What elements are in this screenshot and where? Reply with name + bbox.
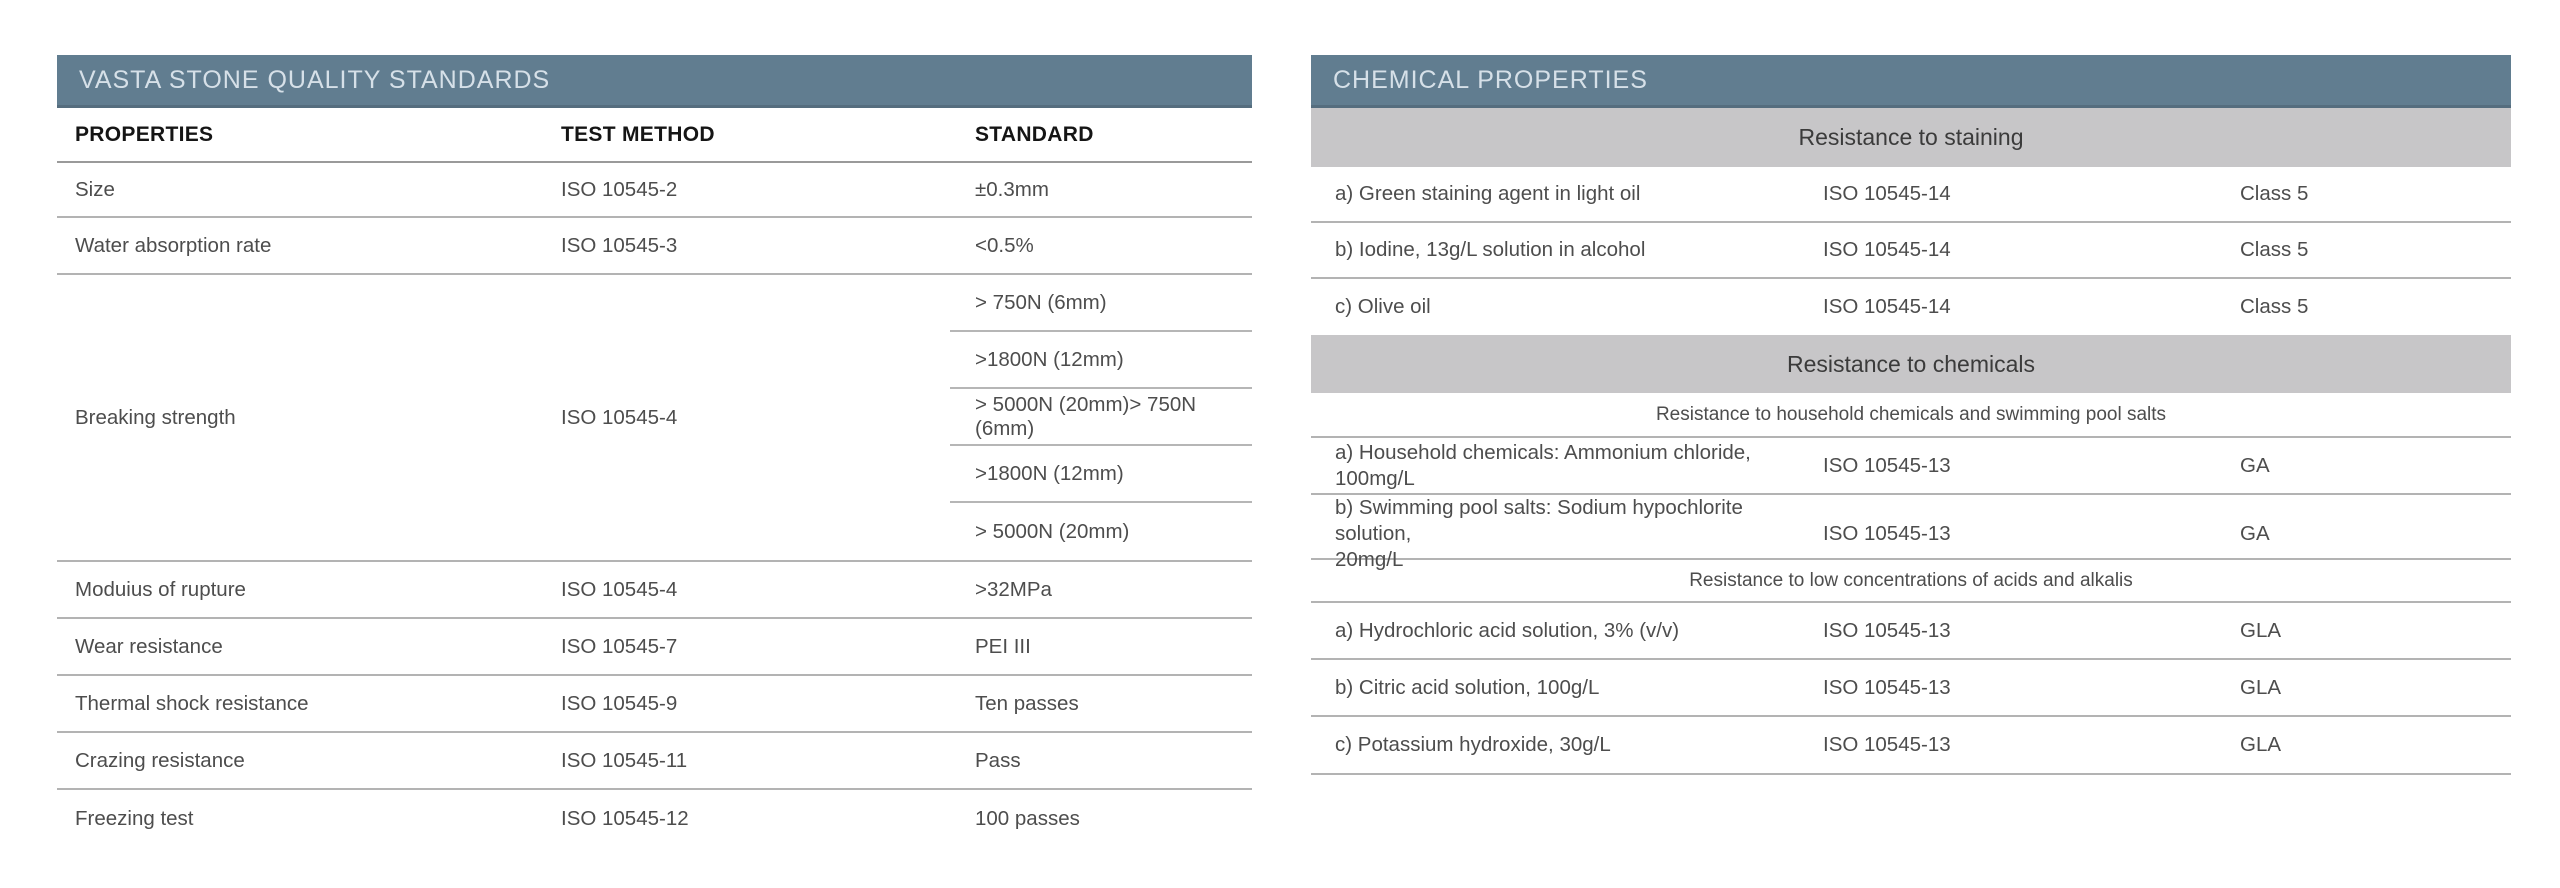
standard-value: >1800N (12mm) (950, 446, 1252, 503)
test-method: ISO 10545-3 (561, 233, 678, 257)
column-header-test-method: TEST METHOD (561, 122, 715, 146)
section-band-chemicals: Resistance to chemicals (1311, 335, 2511, 393)
test-method: ISO 10545-13 (1823, 675, 1951, 699)
test-method: ISO 10545-7 (561, 634, 678, 658)
chemical-label: b) Citric acid solution, 100g/L (1335, 675, 1600, 699)
quality-column-header-row (57, 108, 1252, 163)
subsection-note-acids: Resistance to low concentrations of acids and alkalis (1311, 560, 2511, 603)
section-band-staining: Resistance to staining (1311, 108, 2511, 167)
chemical-properties-title: CHEMICAL PROPERTIES (1333, 65, 1648, 94)
result-value: Class 5 (2240, 295, 2309, 318)
standard-value: 100 passes (975, 806, 1080, 830)
test-method: ISO 10545-13 (1823, 522, 1951, 545)
result-value: GA (2240, 453, 2270, 477)
test-method: ISO 10545-14 (1823, 182, 1951, 205)
table-row (57, 676, 1252, 733)
table-row (1311, 495, 2511, 571)
test-method: ISO 10545-14 (1823, 238, 1951, 261)
quality-standards-header-bar (57, 55, 1252, 108)
table-row (1311, 603, 2511, 660)
table-row (57, 619, 1252, 676)
property-name: Moduius of rupture (75, 577, 246, 601)
result-value: Class 5 (2240, 182, 2309, 205)
test-method: ISO 10545-13 (1823, 618, 1951, 642)
test-method: ISO 10545-13 (1823, 733, 1951, 756)
table-row (57, 733, 1252, 790)
property-name: Size (75, 177, 115, 201)
result-value: GA (2240, 522, 2270, 545)
breaking-strength-standards (950, 275, 1252, 560)
test-method: ISO 10545-14 (1823, 295, 1951, 318)
test-method: ISO 10545-4 (561, 577, 678, 601)
result-value: GLA (2240, 675, 2282, 699)
test-method: ISO 10545-4 (561, 405, 678, 429)
property-name: Freezing test (75, 806, 194, 830)
quality-standards-title: VASTA STONE QUALITY STANDARDS (79, 65, 551, 94)
table-row (57, 163, 1252, 218)
table-row (57, 218, 1252, 275)
breaking-strength-row (57, 275, 1252, 562)
test-method: ISO 10545-13 (1823, 453, 1951, 477)
property-name: Water absorption rate (75, 233, 272, 257)
test-method: ISO 10545-9 (561, 691, 678, 715)
table-row (1311, 279, 2511, 335)
chemical-label (1311, 495, 1823, 573)
property-name: Breaking strength (75, 405, 236, 429)
chemical-properties-table (1311, 55, 2511, 775)
chemical-label: a) Hydrochloric acid solution, 3% (v/v) (1335, 618, 1680, 642)
subsection-note-household: Resistance to household chemicals and swimming pool salts (1311, 393, 2511, 438)
standard-value: Ten passes (975, 691, 1079, 715)
property-name: Crazing resistance (75, 748, 245, 772)
standard-value: >1800N (12mm) (950, 332, 1252, 389)
standard-value: > 5000N (20mm) (975, 519, 1130, 543)
test-method: ISO 10545-2 (561, 177, 678, 201)
table-row (1311, 438, 2511, 495)
column-header-properties: PROPERTIES (75, 122, 214, 146)
result-value: GLA (2240, 618, 2282, 642)
property-name: Wear resistance (75, 634, 223, 658)
chemical-label: a) Green staining agent in light oil (1335, 182, 1641, 205)
standard-value: ±0.3mm (975, 177, 1049, 201)
property-name: Thermal shock resistance (75, 691, 309, 715)
standard-value: >32MPa (975, 577, 1052, 601)
quality-standards-table (57, 55, 1252, 847)
chemical-label: c) Potassium hydroxide, 30g/L (1335, 733, 1611, 756)
chemical-label: b) Iodine, 13g/L solution in alcohol (1335, 238, 1646, 261)
chemical-label: c) Olive oil (1335, 295, 1431, 318)
chemical-label: a) Household chemicals: Ammonium chloride, 100mg/L (1335, 440, 1751, 490)
table-row (57, 790, 1252, 847)
result-value: Class 5 (2240, 238, 2309, 261)
standard-value: PEI III (975, 634, 1031, 658)
standard-value: <0.5% (975, 233, 1034, 257)
chemical-properties-header-bar (1311, 55, 2511, 108)
standard-value: Pass (975, 748, 1021, 772)
chemical-label-line2: 20mg/L (1335, 548, 1404, 571)
column-header-standard: STANDARD (975, 122, 1094, 146)
result-value: GLA (2240, 733, 2282, 756)
test-method: ISO 10545-12 (561, 806, 689, 830)
table-row (1311, 167, 2511, 223)
table-row (1311, 223, 2511, 279)
table-row (57, 562, 1252, 619)
table-row (1311, 660, 2511, 717)
standard-value: > 5000N (20mm)> 750N (6mm) (950, 389, 1252, 446)
table-row (1311, 717, 2511, 775)
standard-value: > 750N (6mm) (950, 275, 1252, 332)
test-method: ISO 10545-11 (561, 748, 688, 772)
chemical-label-line1: b) Swimming pool salts: Sodium hypochlorite solution, (1335, 496, 1743, 545)
